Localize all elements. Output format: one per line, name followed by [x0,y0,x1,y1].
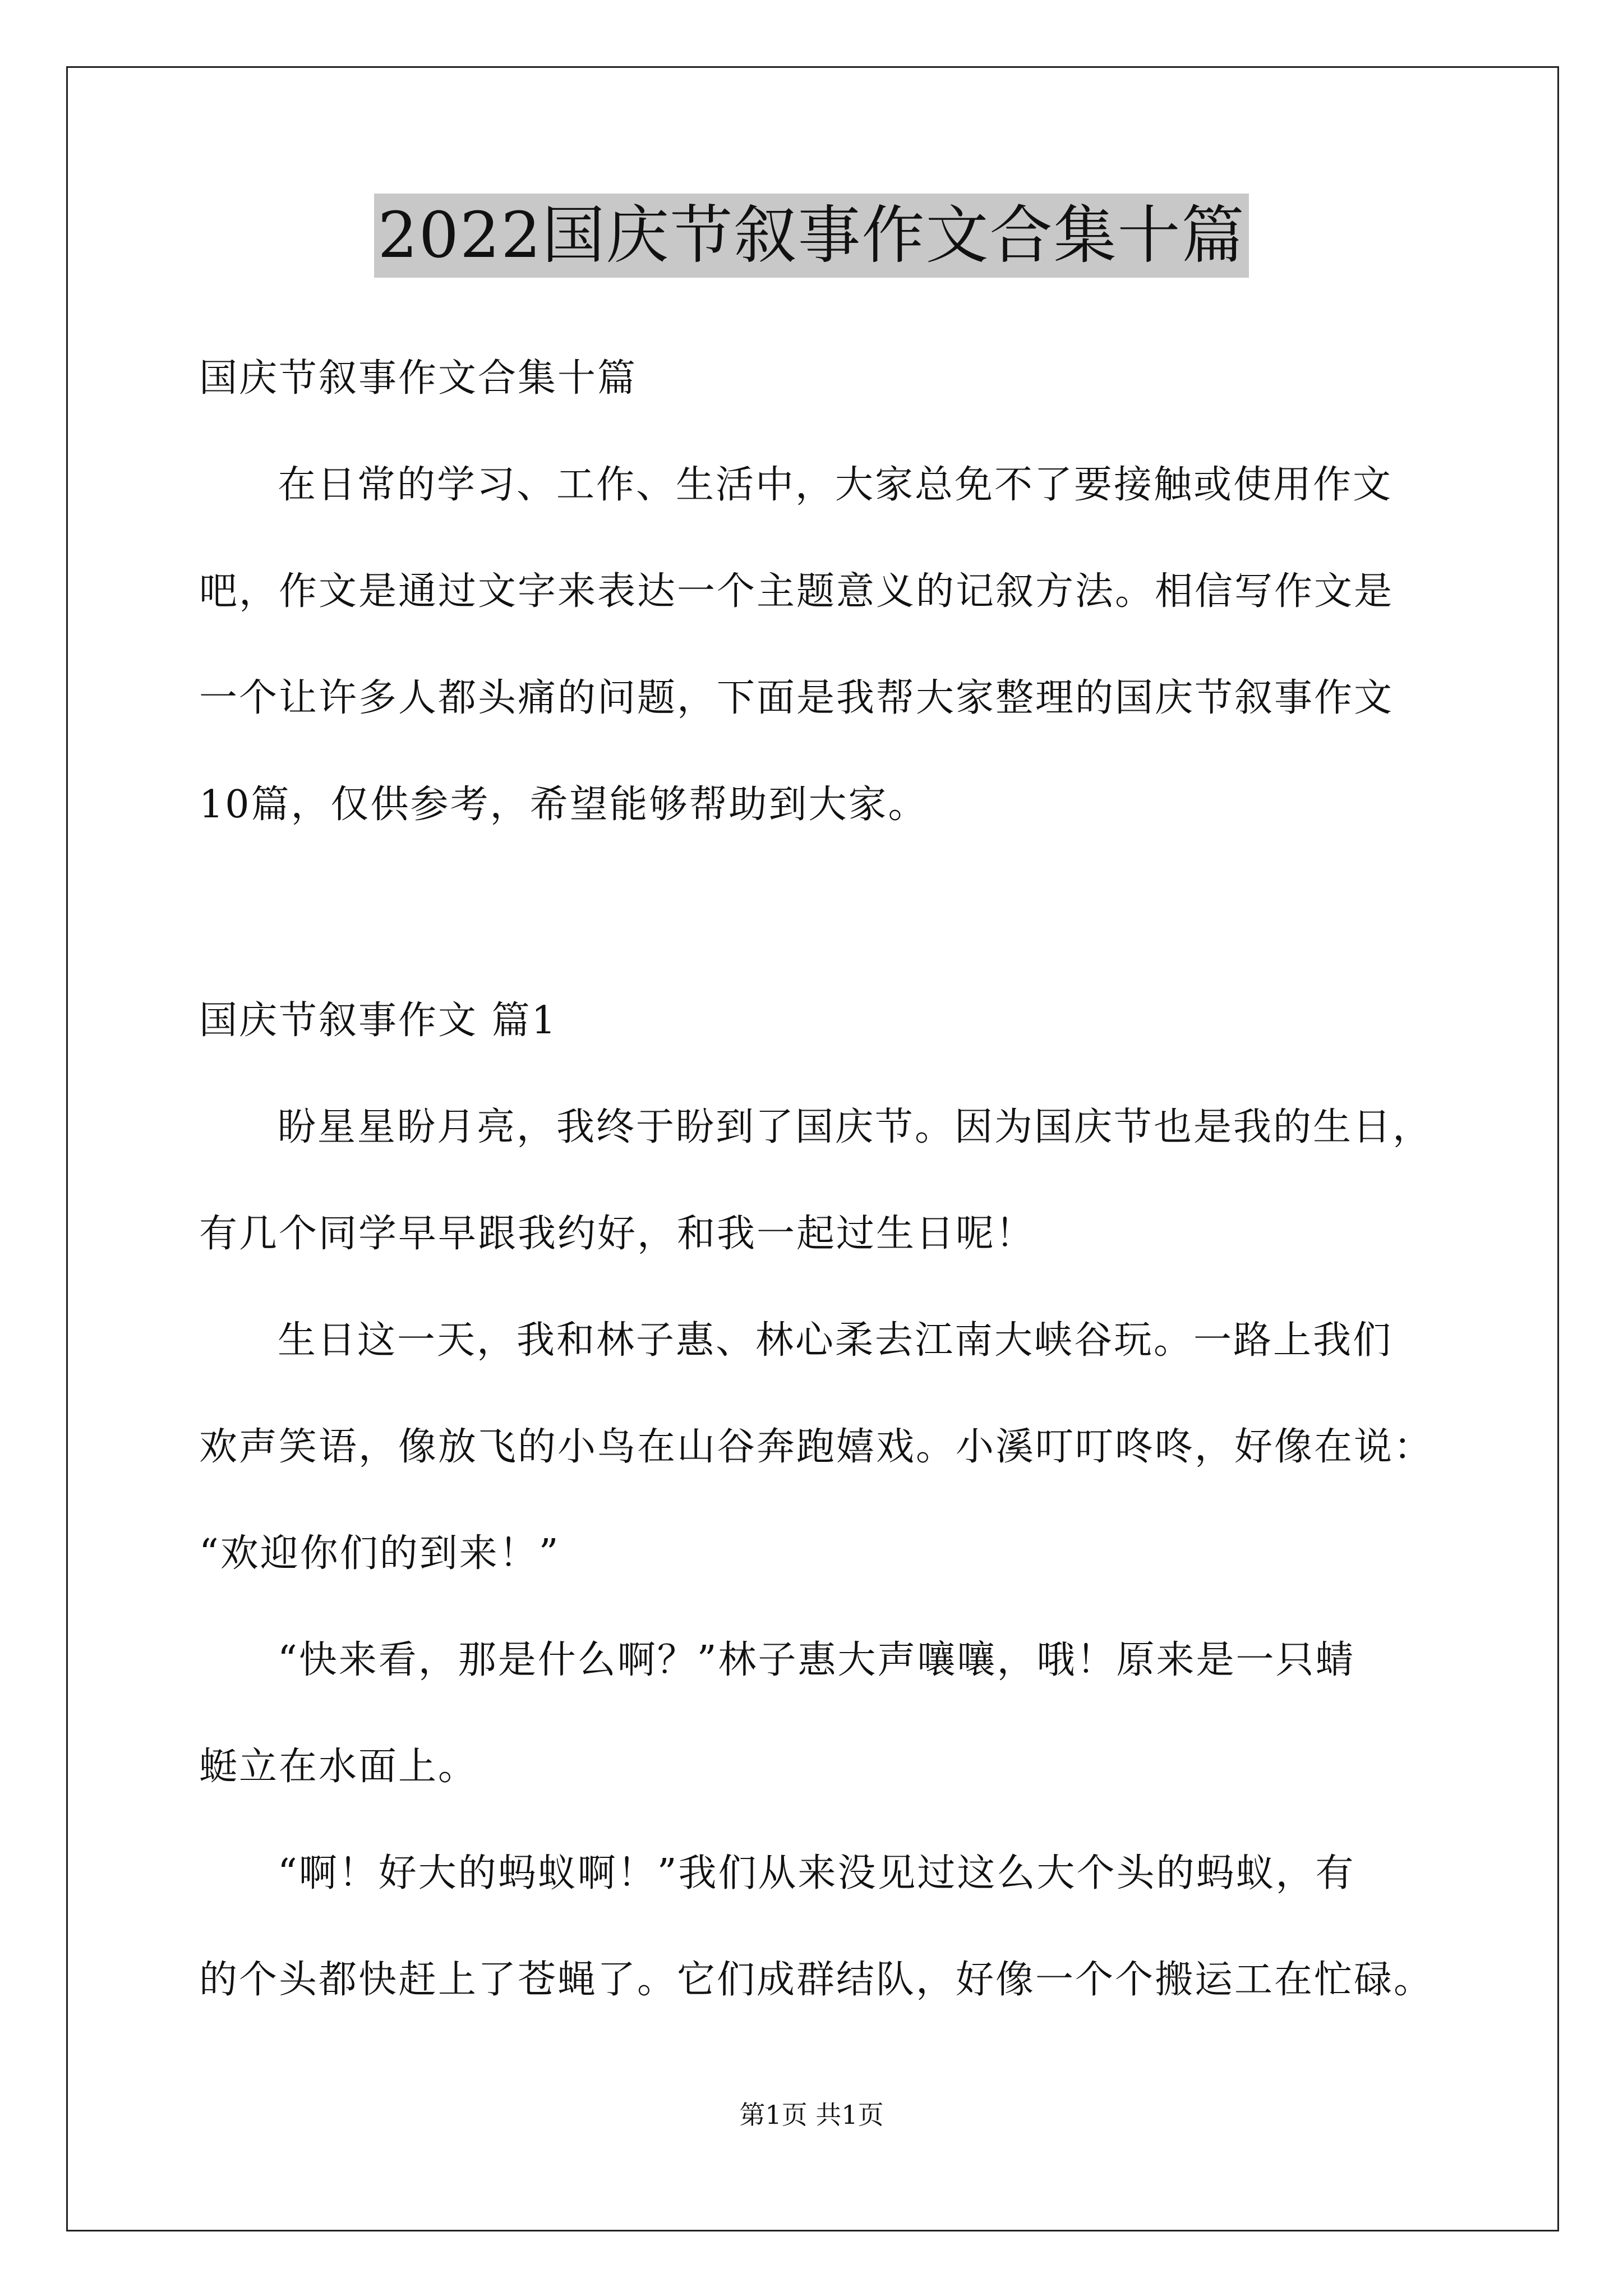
section-heading: 国庆节叙事作文 篇1 [199,999,557,1043]
paragraph-line: 蜓立在水面上。 [199,1745,478,1789]
intro-line-2: 吧，作文是通过文字来表达一个主题意义的记叙方法。相信写作文是 [199,569,1394,614]
intro-line-1: 在日常的学习、工作、生活中，大家总免不了要接触或使用作文 [278,463,1393,507]
paragraph-line: “啊！好大的蚂蚁啊！”我们从来没见过这么大个头的蚂蚁，有 [278,1851,1355,1895]
intro-line-3: 一个让许多人都头痛的问题，下面是我帮大家整理的国庆节叙事作文 [199,676,1394,720]
document-subtitle: 国庆节叙事作文合集十篇 [199,356,638,401]
paragraph-line: “欢迎你们的到来！” [199,1531,560,1576]
paragraph-line: 欢声笑语，像放飞的小鸟在山谷奔跑嬉戏。小溪叮叮咚咚，好像在说： [199,1425,1434,1469]
paragraph-line: 生日这一天，我和林子惠、林心柔去江南大峡谷玩。一路上我们 [278,1318,1393,1363]
intro-line-4: 10篇，仅供参考，希望能够帮助到大家。 [199,783,928,827]
paragraph-line: “快来看，那是什么啊？”林子惠大声嚷嚷，哦！原来是一只蜻 [278,1638,1355,1682]
title-container [0,194,1623,278]
paragraph-line: 盼星星盼月亮，我终于盼到了国庆节。因为国庆节也是我的生日， [278,1105,1433,1149]
paragraph-line: 有几个同学早早跟我约好，和我一起过生日呢！ [199,1212,1036,1256]
page-footer: 第1页 共1页 [739,2100,884,2130]
paragraph-line: 的个头都快赶上了苍蝇了。它们成群结队，好像一个个搬运工在忙碌。 [199,1958,1434,2002]
document-title: 2022国庆节叙事作文合集十篇 [374,194,1248,278]
